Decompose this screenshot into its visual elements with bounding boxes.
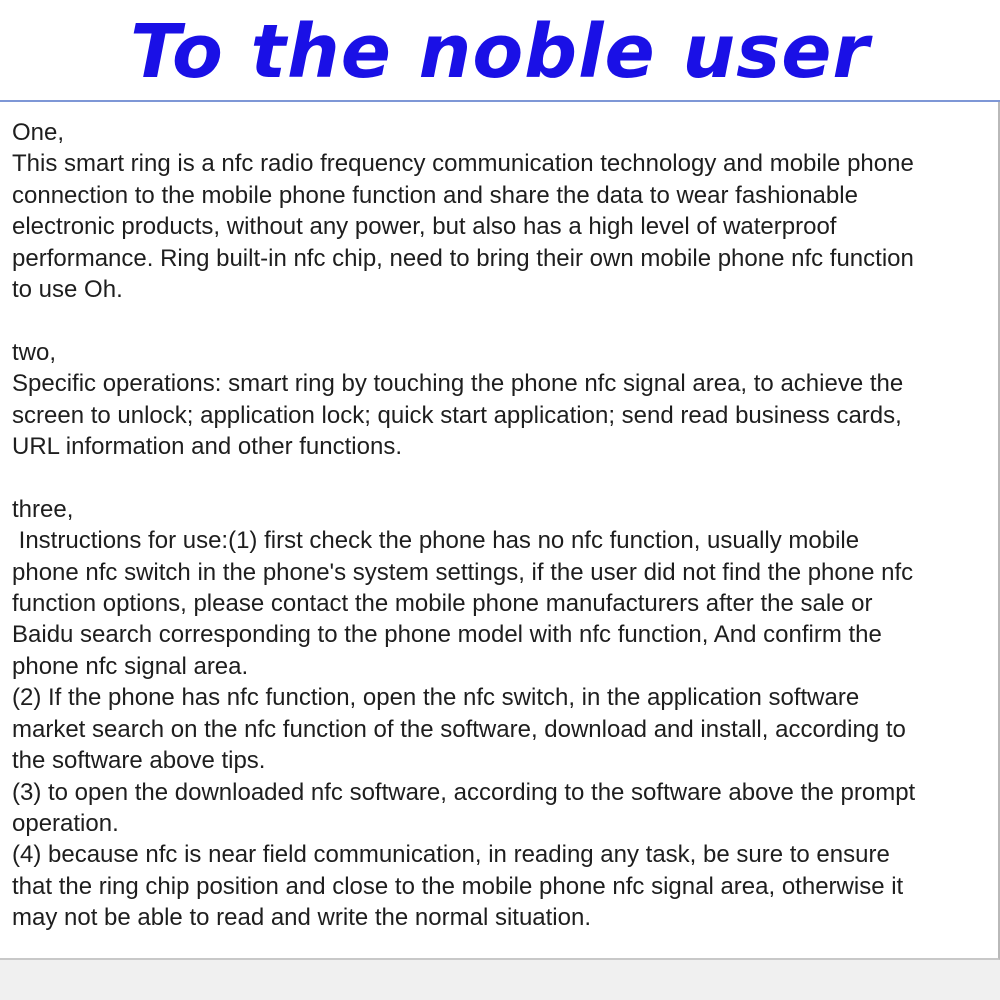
section-one-line: to use Oh. — [12, 276, 123, 304]
section-three-line: that the ring chip position and close to the mobile phone nfc signal area, otherwise it — [12, 872, 904, 900]
section-two-line: Specific operations: smart ring by touching the phone nfc signal area, to achieve the — [12, 370, 904, 398]
section-three-line: phone nfc switch in the phone's system settings, if the user did not find the phone nfc — [12, 558, 914, 586]
section-three-line: may not be able to read and write the normal situation. — [12, 904, 591, 932]
section-three-heading: three, — [12, 495, 74, 523]
section-three-line: Instructions for use:(1) first check the phone has no nfc function, usually mobile — [12, 527, 860, 555]
page-title: To the noble user — [130, 9, 870, 95]
section-one-line: electronic products, without any power, but also has a high level of waterproof — [12, 213, 837, 241]
document-body — [0, 102, 1000, 960]
document-text — [12, 117, 977, 934]
paragraph-gap — [12, 305, 977, 336]
section-three-line: (4) because nfc is near field communication, in reading any task, be sure to ensure — [12, 841, 890, 869]
section-three-line: function options, please contact the mobile phone manufacturers after the sale or — [12, 590, 873, 618]
section-two-line: screen to unlock; application lock; quick start application; send read business cards, — [12, 401, 902, 429]
section-two-line: URL information and other functions. — [12, 433, 402, 461]
section-one-line: This smart ring is a nfc radio frequency communication technology and mobile phone — [12, 150, 914, 178]
section-one-line: performance. Ring built-in nfc chip, need to bring their own mobile phone nfc function — [12, 244, 914, 272]
section-one-line: connection to the mobile phone function and share the data to wear fashionable — [12, 181, 858, 209]
section-one-heading: One, — [12, 119, 65, 146]
section-three-line: phone nfc signal area. — [12, 652, 249, 680]
paragraph-gap — [12, 462, 977, 493]
section-three-line: market search on the nfc function of the software, download and install, according to — [12, 715, 906, 743]
section-three-line: operation. — [12, 809, 119, 837]
section-three-line: (2) If the phone has nfc function, open the nfc switch, in the application software — [12, 684, 860, 712]
section-three-line: (3) to open the downloaded nfc software, according to the software above the prompt — [12, 778, 916, 806]
section-three-line: the software above tips. — [12, 747, 266, 775]
footer-strip — [0, 960, 1000, 1000]
section-three-line: Baidu search corresponding to the phone model with nfc function, And confirm the — [12, 621, 882, 649]
section-two-heading: two, — [12, 338, 57, 366]
